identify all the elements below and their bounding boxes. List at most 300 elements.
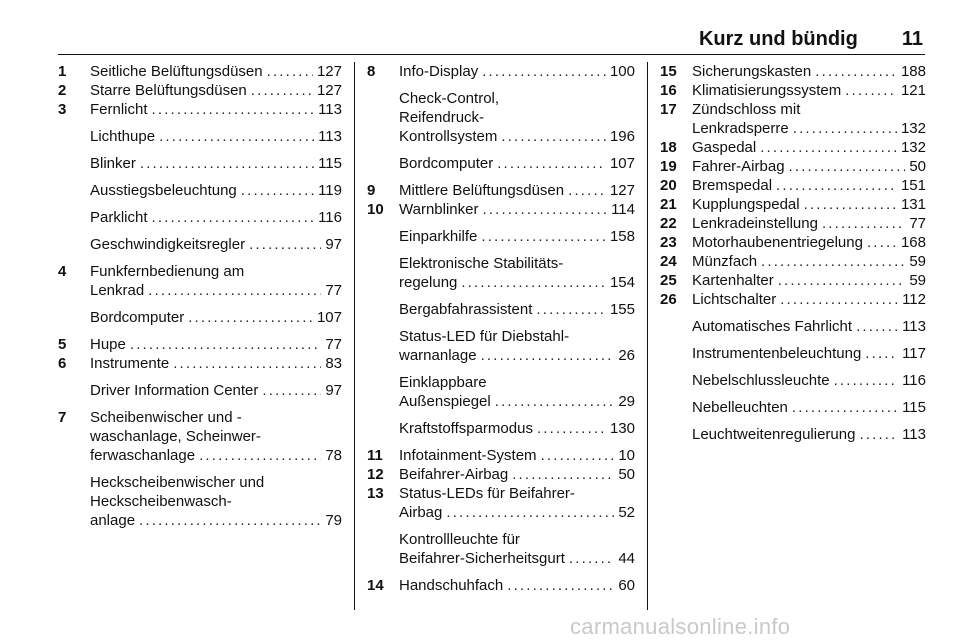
entry-label: Automatisches Fahrlicht: [692, 318, 853, 335]
page-reference[interactable]: 132: [900, 139, 926, 156]
entry-last-line: [692, 176, 926, 195]
index-entry[interactable]: [58, 354, 342, 373]
item-number: [58, 181, 90, 200]
entry-body: [399, 484, 635, 522]
entry-last-line: [90, 381, 342, 400]
dot-leader: [845, 81, 897, 100]
page-reference[interactable]: 196: [609, 128, 635, 145]
dot-leader: [761, 252, 905, 271]
page-reference[interactable]: 77: [909, 215, 926, 232]
entry-body: [90, 308, 342, 327]
page-reference[interactable]: 50: [618, 466, 635, 483]
entry-label: Driver Information Center: [90, 382, 259, 399]
page-reference[interactable]: 116: [318, 209, 342, 226]
item-number: [58, 381, 90, 400]
entry-last-line: [90, 154, 342, 173]
index-entry[interactable]: [660, 371, 926, 390]
entry-body: [692, 290, 926, 309]
entry-label: Airbag: [399, 504, 443, 521]
dot-leader: [461, 273, 606, 292]
dot-leader: [501, 127, 606, 146]
page-reference[interactable]: 107: [609, 155, 635, 172]
dot-leader: [249, 235, 321, 254]
page-reference[interactable]: 83: [325, 355, 342, 372]
entry-last-line: [399, 227, 635, 246]
index-entry[interactable]: [367, 484, 635, 522]
index-entry[interactable]: [58, 335, 342, 354]
page-reference[interactable]: 59: [909, 272, 926, 289]
page-reference[interactable]: 60: [618, 577, 635, 594]
dot-leader: [859, 425, 898, 444]
index-entry[interactable]: [660, 176, 926, 195]
index-entry[interactable]: [367, 300, 635, 319]
entry-last-line: [90, 354, 342, 373]
entry-body: [90, 262, 342, 300]
entry-last-line: [692, 233, 926, 252]
entry-last-line: [399, 154, 635, 173]
page-reference[interactable]: 127: [316, 63, 342, 80]
index-entry[interactable]: [58, 154, 342, 173]
entry-last-line: [90, 511, 342, 530]
entry-label-line: Funkfernbedienung am: [90, 263, 245, 280]
entry-label-line: Heckscheibenwasch-: [90, 493, 232, 510]
index-column-2: [367, 62, 635, 595]
entry-label-line: Reifendruck-: [399, 109, 485, 126]
page-reference[interactable]: 113: [318, 128, 342, 145]
entry-label: Außenspiegel: [399, 393, 491, 410]
entry-label: Instrumentenbeleuchtung: [692, 345, 862, 362]
item-number: [367, 89, 399, 146]
entry-last-line: [692, 371, 926, 390]
entry-last-line: [399, 273, 635, 292]
entry-body: [399, 419, 635, 438]
index-column-3: [660, 62, 926, 444]
index-entry[interactable]: [367, 154, 635, 173]
page-reference[interactable]: 168: [900, 234, 926, 251]
entry-label: Kupplungspedal: [692, 196, 800, 213]
dot-leader: [159, 127, 314, 146]
item-number: [367, 419, 399, 438]
index-entry[interactable]: [58, 235, 342, 254]
entry-body: [90, 235, 342, 254]
item-number: 22: [660, 215, 677, 232]
entry-body: [692, 176, 926, 195]
page-reference[interactable]: 132: [900, 120, 926, 137]
entry-last-line: [692, 81, 926, 100]
entry-body: [90, 381, 342, 400]
page-reference[interactable]: 52: [618, 504, 635, 521]
dot-leader: [822, 214, 905, 233]
entry-label: Einparkhilfe: [399, 228, 478, 245]
index-entry[interactable]: [660, 317, 926, 336]
page-reference[interactable]: 155: [609, 301, 635, 318]
index-entry[interactable]: [660, 214, 926, 233]
dot-leader: [482, 200, 607, 219]
item-number: [660, 344, 692, 363]
index-entry[interactable]: [660, 271, 926, 290]
entry-last-line: [399, 181, 635, 200]
entry-last-line: [692, 62, 926, 81]
entry-body: [90, 181, 342, 200]
page-reference[interactable]: 10: [618, 447, 635, 464]
entry-body: [692, 252, 926, 271]
index-entry[interactable]: [367, 200, 635, 219]
item-number: [367, 227, 399, 246]
entry-body: [90, 154, 342, 173]
dot-leader: [867, 233, 897, 252]
entry-body: [90, 208, 342, 227]
item-number: 12: [367, 466, 384, 483]
entry-last-line: [692, 138, 926, 157]
page-reference[interactable]: 97: [325, 236, 342, 253]
page-reference[interactable]: 26: [618, 347, 635, 364]
page-reference[interactable]: 113: [318, 101, 342, 118]
index-entry[interactable]: [367, 181, 635, 200]
index-entry[interactable]: [58, 408, 342, 465]
item-number: 9: [367, 182, 376, 199]
index-entry[interactable]: [660, 425, 926, 444]
index-entry[interactable]: [660, 81, 926, 100]
entry-body: [90, 335, 342, 354]
entry-body: [399, 62, 635, 81]
item-number: [367, 530, 399, 568]
entry-last-line: [399, 576, 635, 595]
index-entry[interactable]: [660, 290, 926, 309]
entry-label-line: Scheibenwischer und -: [90, 409, 242, 426]
entry-label: Lenkradeinstellung: [692, 215, 818, 232]
page-reference[interactable]: 116: [902, 372, 926, 389]
index-entry[interactable]: [660, 100, 926, 138]
dot-leader: [152, 208, 315, 227]
index-entry[interactable]: [367, 530, 635, 568]
page-reference[interactable]: 50: [909, 158, 926, 175]
entry-label: Nebelleuchten: [692, 399, 788, 416]
entry-label: Warnblinker: [399, 201, 479, 218]
dot-leader: [507, 576, 614, 595]
entry-body: [399, 373, 635, 411]
index-entry[interactable]: [367, 373, 635, 411]
entry-body: [692, 425, 926, 444]
entry-label: Münzfach: [692, 253, 758, 270]
item-number: [367, 154, 399, 173]
dot-leader: [148, 281, 321, 300]
entry-label: Sicherungskasten: [692, 63, 812, 80]
index-entry[interactable]: [660, 233, 926, 252]
item-number: [58, 154, 90, 173]
page-reference[interactable]: 115: [318, 155, 342, 172]
entry-label: Beifahrer-Airbag: [399, 466, 509, 483]
entry-last-line: [692, 344, 926, 363]
entry-body: [399, 300, 635, 319]
dot-leader: [497, 154, 606, 173]
page-reference[interactable]: 44: [618, 550, 635, 567]
entry-last-line: [692, 157, 926, 176]
dot-leader: [569, 549, 614, 568]
item-number: 4: [58, 263, 67, 280]
entry-label: Beifahrer-Sicherheitsgurt: [399, 550, 565, 567]
entry-label-line: Check-Control,: [399, 90, 500, 107]
entry-body: [399, 89, 635, 146]
index-entry[interactable]: [660, 398, 926, 417]
index-entry[interactable]: [367, 327, 635, 365]
page-reference[interactable]: 154: [609, 274, 635, 291]
page-reference[interactable]: 107: [316, 309, 342, 326]
dot-leader: [495, 392, 615, 411]
dot-leader: [778, 271, 906, 290]
entry-body: [692, 371, 926, 390]
index-entry[interactable]: [660, 195, 926, 214]
dot-leader: [173, 354, 321, 373]
entry-label: regelung: [399, 274, 458, 291]
entry-body: [399, 327, 635, 365]
entry-body: [692, 138, 926, 157]
entry-label: Instrumente: [90, 355, 170, 372]
entry-last-line: [399, 465, 635, 484]
column-divider: [647, 62, 648, 610]
item-number: [660, 398, 692, 417]
item-number: 13: [367, 485, 384, 502]
entry-body: [90, 408, 342, 465]
entry-label-line: Einklappbare: [399, 374, 487, 391]
dot-leader: [568, 181, 606, 200]
entry-body: [692, 214, 926, 233]
dot-leader: [152, 100, 315, 119]
entry-label: Lenkrad: [90, 282, 145, 299]
entry-label: Leuchtweitenregulierung: [692, 426, 856, 443]
entry-label: Parklicht: [90, 209, 148, 226]
index-entry[interactable]: [367, 419, 635, 438]
entry-body: [90, 62, 342, 81]
index-entry[interactable]: [58, 473, 342, 530]
page-reference[interactable]: 151: [900, 177, 926, 194]
page-reference[interactable]: 188: [900, 63, 926, 80]
entry-last-line: [692, 290, 926, 309]
page-reference[interactable]: 59: [909, 253, 926, 270]
index-entry[interactable]: [58, 62, 342, 81]
entry-last-line: [90, 62, 342, 81]
dot-leader: [481, 227, 606, 246]
dot-leader: [188, 308, 313, 327]
entry-body: [692, 344, 926, 363]
page-reference[interactable]: 97: [325, 382, 342, 399]
index-entry[interactable]: [367, 446, 635, 465]
index-entry[interactable]: [660, 252, 926, 271]
item-number: 17: [660, 101, 677, 118]
index-entry[interactable]: [58, 308, 342, 327]
entry-label: Geschwindigkeitsregler: [90, 236, 246, 253]
item-number: [660, 371, 692, 390]
index-entry[interactable]: [660, 157, 926, 176]
item-number: 26: [660, 291, 677, 308]
item-number: [58, 235, 90, 254]
item-number: 21: [660, 196, 677, 213]
index-entry[interactable]: [660, 344, 926, 363]
entry-label: Kartenhalter: [692, 272, 774, 289]
page-reference[interactable]: 113: [902, 426, 926, 443]
page-reference[interactable]: 100: [609, 63, 635, 80]
header-rule: [58, 54, 925, 55]
entry-body: [692, 157, 926, 176]
entry-body: [90, 354, 342, 373]
entry-body: [692, 195, 926, 214]
item-number: 11: [367, 447, 383, 464]
entry-last-line: [90, 308, 342, 327]
entry-label: Blinker: [90, 155, 136, 172]
index-entry[interactable]: [660, 62, 926, 81]
page-reference[interactable]: 78: [325, 447, 342, 464]
dot-leader: [789, 157, 906, 176]
entry-label: Bergabfahrassistent: [399, 301, 533, 318]
item-number: 19: [660, 158, 677, 175]
index-entry[interactable]: [58, 127, 342, 146]
page-reference[interactable]: 113: [902, 318, 926, 335]
entry-last-line: [692, 398, 926, 417]
entry-body: [692, 271, 926, 290]
entry-last-line: [399, 127, 635, 146]
index-entry[interactable]: [367, 254, 635, 292]
entry-label: Infotainment-System: [399, 447, 537, 464]
entry-last-line: [692, 119, 926, 138]
dot-leader: [140, 154, 314, 173]
entry-label: Lichthupe: [90, 128, 156, 145]
entry-last-line: [692, 195, 926, 214]
entry-last-line: [399, 392, 635, 411]
page-reference[interactable]: 77: [325, 336, 342, 353]
item-number: 23: [660, 234, 677, 251]
entry-body: [399, 465, 635, 484]
index-entry[interactable]: [367, 89, 635, 146]
entry-body: [399, 446, 635, 465]
item-number: 15: [660, 63, 677, 80]
entry-label: Bordcomputer: [90, 309, 185, 326]
index-entry[interactable]: [367, 465, 635, 484]
item-number: 7: [58, 409, 67, 426]
page-reference[interactable]: 130: [609, 420, 635, 437]
index-entry[interactable]: [58, 208, 342, 227]
page-reference[interactable]: 119: [318, 182, 342, 199]
item-number: [58, 308, 90, 327]
index-entry[interactable]: [58, 262, 342, 300]
dot-leader: [834, 371, 899, 390]
item-number: [58, 127, 90, 146]
page-reference[interactable]: 158: [609, 228, 635, 245]
entry-label: Lenkradsperre: [692, 120, 789, 137]
page-reference[interactable]: 121: [900, 82, 926, 99]
item-number: 25: [660, 272, 677, 289]
section-title: Kurz und bündig: [698, 28, 858, 50]
entry-last-line: [90, 208, 342, 227]
index-entry[interactable]: [58, 181, 342, 200]
index-entry[interactable]: [367, 576, 635, 595]
entry-body: [399, 154, 635, 173]
entry-body: [692, 100, 926, 138]
page-reference[interactable]: 115: [902, 399, 926, 416]
index-entry[interactable]: [58, 381, 342, 400]
entry-last-line: [399, 62, 635, 81]
item-number: 1: [58, 63, 67, 80]
page-reference[interactable]: 131: [900, 196, 926, 213]
entry-label-line: Status-LEDs für Beifahrer-: [399, 485, 575, 502]
entry-label-line: Elektronische Stabilitäts-: [399, 255, 564, 272]
entry-label: warnanlage: [399, 347, 477, 364]
entry-last-line: [90, 181, 342, 200]
page-reference[interactable]: 79: [325, 512, 342, 529]
entry-label: Hupe: [90, 336, 126, 353]
entry-label: Lichtschalter: [692, 291, 777, 308]
entry-last-line: [90, 446, 342, 465]
page-reference[interactable]: 114: [611, 201, 635, 218]
entry-last-line: [90, 127, 342, 146]
entry-last-line: [692, 317, 926, 336]
entry-body: [399, 254, 635, 292]
entry-label: Mittlere Belüftungsdüsen: [399, 182, 565, 199]
page-reference[interactable]: 117: [902, 345, 926, 362]
index-entry[interactable]: [367, 62, 635, 81]
entry-last-line: [399, 346, 635, 365]
page-reference[interactable]: 77: [325, 282, 342, 299]
entry-body: [90, 127, 342, 146]
entry-body: [399, 200, 635, 219]
entry-last-line: [399, 446, 635, 465]
entry-label-line: waschanlage, Scheinwer-: [90, 428, 261, 445]
dot-leader: [792, 398, 898, 417]
entry-last-line: [399, 503, 635, 522]
entry-last-line: [90, 81, 342, 100]
column-divider: [354, 62, 355, 610]
dot-leader: [541, 446, 615, 465]
page-reference[interactable]: 127: [609, 182, 635, 199]
item-number: 10: [367, 201, 384, 218]
entry-label: Kontrollsystem: [399, 128, 498, 145]
item-number: 14: [367, 577, 384, 594]
entry-label-line: Kontrollleuchte für: [399, 531, 520, 548]
dot-leader: [199, 446, 321, 465]
item-number: 5: [58, 336, 67, 353]
entry-label: Info-Display: [399, 63, 479, 80]
entry-label-line: Zündschloss mit: [692, 101, 801, 118]
entry-label: Gaspedal: [692, 139, 757, 156]
entry-label: Fernlicht: [90, 101, 148, 118]
index-entry[interactable]: [660, 138, 926, 157]
dot-leader: [856, 317, 898, 336]
entry-body: [399, 227, 635, 246]
entry-body: [692, 81, 926, 100]
item-number: [660, 317, 692, 336]
entry-label: Fahrer-Airbag: [692, 158, 785, 175]
entry-label: Seitliche Belüftungsdüsen: [90, 63, 263, 80]
dot-leader: [446, 503, 614, 522]
item-number: 24: [660, 253, 677, 270]
dot-leader: [865, 344, 898, 363]
index-entry[interactable]: [58, 100, 342, 119]
dot-leader: [139, 511, 321, 530]
dot-leader: [815, 62, 897, 81]
page-header: [699, 28, 923, 51]
entry-body: [692, 398, 926, 417]
page-reference[interactable]: 29: [618, 393, 635, 410]
item-number: [367, 300, 399, 319]
index-entry[interactable]: [58, 81, 342, 100]
dot-leader: [776, 176, 897, 195]
entry-label: Bordcomputer: [399, 155, 494, 172]
page-reference[interactable]: 112: [902, 291, 926, 308]
entry-last-line: [692, 214, 926, 233]
item-number: 20: [660, 177, 677, 194]
index-entry[interactable]: [367, 227, 635, 246]
entry-label: Motorhaubenentriegelung: [692, 234, 863, 251]
dot-leader: [481, 346, 615, 365]
page-reference[interactable]: 127: [316, 82, 342, 99]
